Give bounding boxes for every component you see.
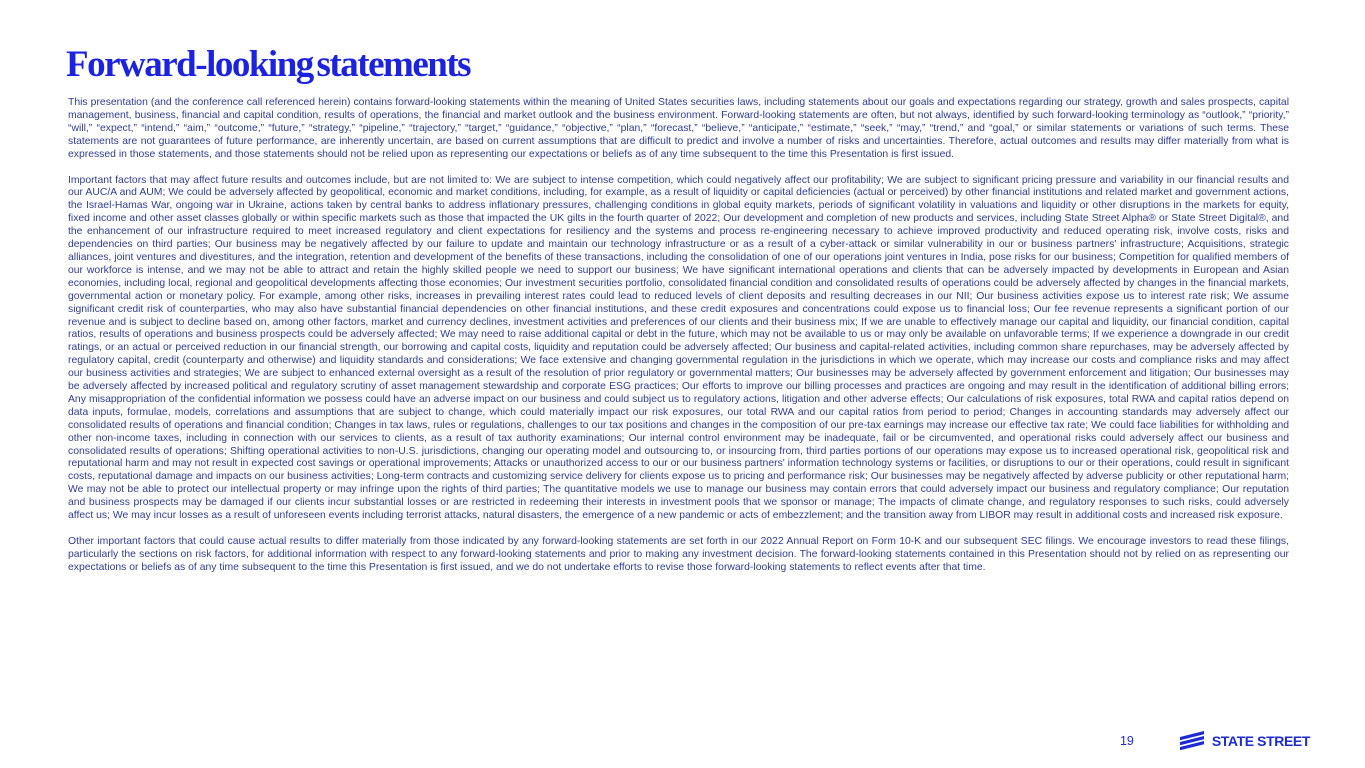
page-title: Forward-looking statements	[66, 44, 471, 85]
slide-footer	[1120, 731, 1310, 751]
page-number: 19	[1119, 734, 1134, 748]
disclaimer-text	[68, 97, 1289, 588]
state-street-logo	[1180, 731, 1310, 751]
paragraph-forward-looking-intro: This presentation (and the conference call referenced herein) contains forward-looking statements within the meaning of United States securities laws, including statements about our goals and expectations regarding our strategy, growth and sales prospects, capital management, business, financial and capital condition, results of operations, the financial and market outlook and the business environment. Forward-looking statements are often, but not always, identified by such forward-looking terminology as “outlook,” “priority,” “will,” “expect,” “intend,” “aim,” “outcome,” “future,” “strategy,” “pipeline,” “trajectory,” “target,” “guidance,” “objective,” “plan,” “forecast,” “believe,” “anticipate,” “estimate,” “seek,” “may,” “trend,” and “goal,” or similar statements or variations of such terms. These statements are not guarantees of future performance, are inherently uncertain, are based on current assumptions that are difficult to predict and involve a number of risks and uncertainties. Therefore, actual outcomes and results may differ materially from what is expressed in those statements, and those statements should not be relied upon as representing our expectations or beliefs as of any time subsequent to the time this Presentation is first issued.	[68, 97, 1289, 160]
state-street-wordmark: STATE STREET	[1211, 733, 1310, 749]
paragraph-other-factors: Other important factors that could cause actual results to differ materially from those indicated by any forward-looking statements are set forth in our 2022 Annual Report on Form 10-K and our subsequent SEC filings. We encourage investors to read these filings, particularly the sections on risk factors, for additional information with respect to any forward-looking statements and prior to making any investment decision. The forward-looking statements contained in this Presentation should not by relied on as representing our expectations or beliefs as of any time subsequent to the time this Presentation is first issued, and we do not undertake efforts to revise those forward-looking statements to reflect events after that time.	[68, 536, 1289, 573]
paragraph-important-factors: Important factors that may affect future results and outcomes include, but are not limited to: We are subject to intense competition, which could negatively affect our profitability; We are subject to significant pricing pressure and variability in our financial results and our AUC/A and AUM; We could be adversely affected by geopolitical, economic and market conditions, including, for example, as a result of liquidity or capital deficiencies (actual or perceived) by other financial institutions and related market and government actions, the Israel-Hamas War, ongoing war in Ukraine, actions taken by central banks to address inflationary pressures, challenging conditions in global equity markets, periods of significant volatility in valuations and liquidity or other disruptions in the markets for equity, fixed income and other asset classes globally or within specific markets such as those that impacted the UK gilts in the fourth quarter of 2022; Our development and completion of new products and services, including State Street Alpha® or State Street Digital®, and the enhancement of our infrastructure required to meet increased regulatory and client expectations for resiliency and the systems and process re-engineering necessary to achieve improved productivity and reduced operating risk, involve costs, risks and dependencies on third parties; Our business may be negatively affected by our failure to update and maintain our technology infrastructure or as a result of a cyber-attack or similar vulnerability in our or business partners' infrastructure; Acquisitions, strategic alliances, joint ventures and divestitures, and the integration, retention and development of the benefits of these transactions, including the consolidation of one of our operations joint ventures in India, pose risks for our business; Competition for qualified members of our workforce is intense, and we may not be able to attract and retain the highly skilled people we need to support our business; We have significant international operations and clients that can be adversely impacted by developments in European and Asian economies, including local, regional and geopolitical developments affecting those economies; Our investment securities portfolio, consolidated financial condition and consolidated results of operations could be adversely affected by changes in the financial markets, governmental action or monetary policy. For example, among other risks, increases in prevailing interest rates could lead to reduced levels of client deposits and resulting decreases in our NII; Our business activities expose us to interest rate risk; We assume significant credit risk of counterparties, who may also have substantial financial dependencies on other financial institutions, and these credit exposures and concentrations could expose us to financial loss; Our fee revenue represents a significant portion of our revenue and is subject to decline based on, among other factors, market and currency declines, investment activities and preferences of our clients and their business mix; If we are unable to effectively manage our capital and liquidity, our financial condition, capital ratios, results of operations and business prospects could be adversely affected; We may need to raise additional capital or debt in the future, which may not be available to us or may only be available on unfavorable terms; If we experience a downgrade in our credit ratings, or an actual or perceived reduction in our financial strength, our borrowing and capital costs, liquidity and reputation could be adversely affected; Our business and capital-related activities, including common share repurchases, may be adversely affected by regulatory capital, credit (counterparty and otherwise) and liquidity standards and considerations; We face extensive and changing governmental regulation in the jurisdictions in which we operate, which may increase our costs and compliance risks and may affect our business activities and strategies; We are subject to enhanced external oversight as a result of the resolution of prior regulatory or governmental matters; Our businesses may be adversely affected by government enforcement and litigation; Our businesses may be adversely affected by increased political and regulatory scrutiny of asset management stewardship and corporate ESG practices; Our efforts to improve our billing processes and practices are ongoing and may result in the identification of additional billing errors; Any misappropriation of the confidential information we possess could have an adverse impact on our business and could subject us to regulatory actions, litigation and other adverse effects; Our calculations of risk exposures, total RWA and capital ratios depend on data inputs, formulae, models, correlations and assumptions that are subject to change, which could materially impact our risk exposures, our total RWA and our capital ratios from period to period; Changes in accounting standards may adversely affect our consolidated results of operations and financial condition; Changes in tax laws, rules or regulations, challenges to our tax positions and changes in the composition of our pre-tax earnings may increase our effective tax rate; We could face liabilities for withholding and other non-income taxes, including in connection with our services to clients, as a result of tax authority examinations; Our internal control environment may be inadequate, fail or be circumvented, and operational risks could adversely affect our business and consolidated results of operations; Shifting operational activities to non-U.S. jurisdictions, changing our operating model and outsourcing to, or insourcing from, third parties portions of our operations may expose us to increased operational risk, geopolitical risk and reputational harm and may not result in expected cost savings or operational improvements; Attacks or unauthorized access to our or our business partners' information technology systems or facilities, or disruptions to our or their operations, could result in significant costs, reputational damage and impacts on our business activities; Long-term contracts and customizing service delivery for clients expose us to pricing and performance risk; Our businesses may be negatively affected by adverse publicity or other reputational harm; We may not be able to protect our intellectual property or may infringe upon the rights of third parties; The quantitative models we use to manage our business may contain errors that could adversely impact our business and regulatory compliance; Our reputation and business prospects may be damaged if our clients incur substantial losses or are restricted in redeeming their interests in investment pools that we sponsor or manage; The impacts of climate change, and regulatory responses to such risks, could adversely affect us; We may incur losses as a result of unforeseen events including terrorist attacks, natural disasters, the emergence of a new pandemic or acts of embezzlement; and the transition away from LIBOR may result in additional costs and increased risk exposure.	[68, 174, 1289, 522]
state-street-logo-icon	[1180, 731, 1206, 751]
